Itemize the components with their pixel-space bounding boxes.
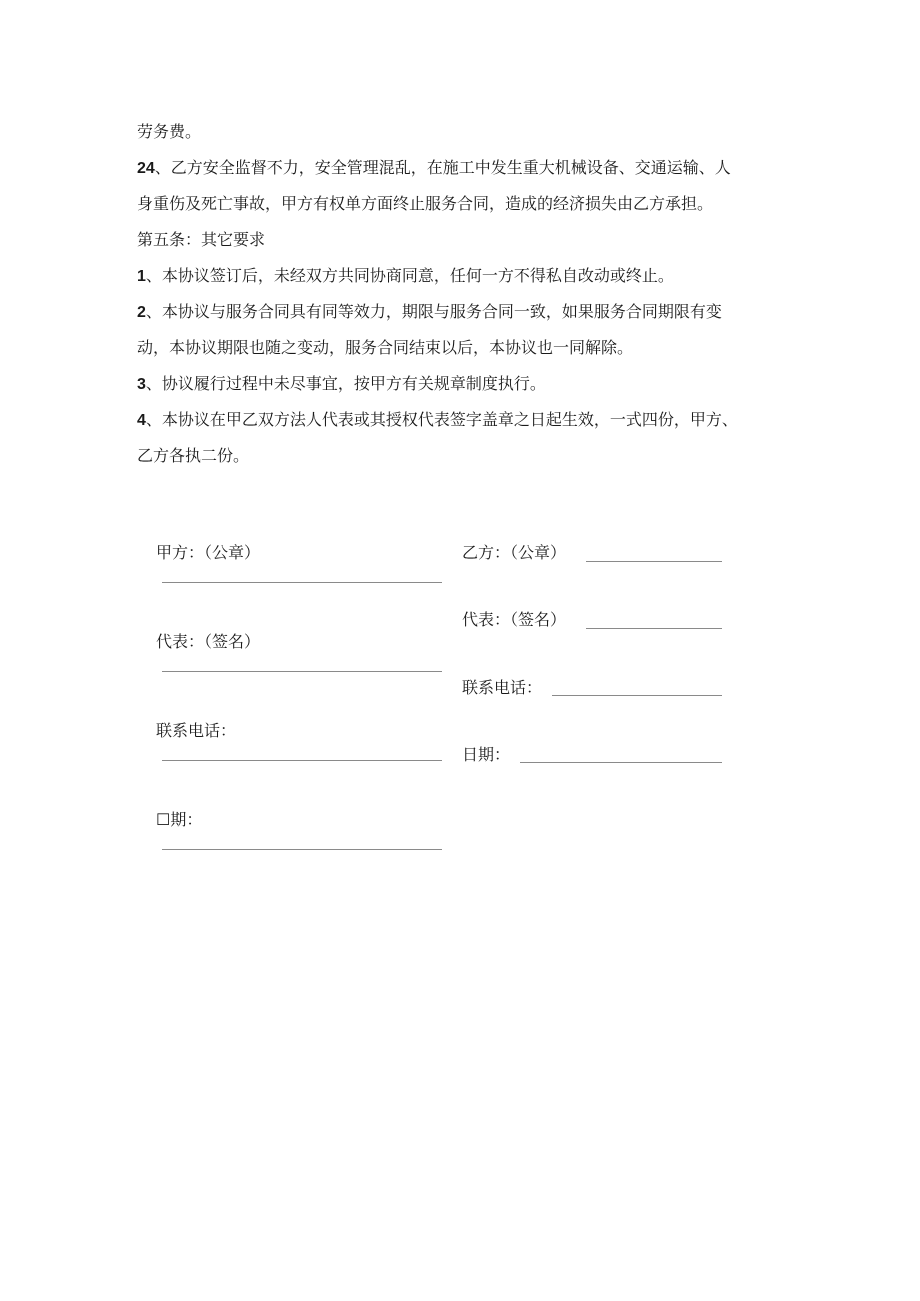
party-a-seal-line[interactable] (162, 582, 442, 583)
clause-4-line-2: 乙方各执二份。 (137, 446, 250, 465)
party-b-date-label: 日期： (462, 745, 511, 764)
party-b-phone-line[interactable] (552, 695, 722, 696)
party-b-phone-label: 联系电话： (462, 678, 543, 697)
party-a-seal-label: 甲方：（公章） (156, 543, 261, 562)
clause-4-line-1: 4、本协议在甲乙双方法人代表或其授权代表签字盖章之日起生效，一式四份，甲方、 (137, 410, 738, 429)
party-b-rep-line[interactable] (586, 628, 722, 629)
party-b-seal-line[interactable] (586, 561, 722, 562)
paragraph-line: 劳务费。 (137, 122, 202, 141)
article-5-heading: 第五条：其它要求 (137, 230, 266, 249)
agreement-body (137, 114, 787, 474)
party-a-date-line[interactable] (162, 849, 442, 850)
clause-1: 1、本协议签订后，未经双方共同协商同意，任何一方不得私自改动或终止。 (137, 266, 674, 285)
clause-2-line-2: 动，本协议期限也随之变动，服务合同结束以后，本协议也一同解除。 (137, 338, 634, 357)
party-a-phone-label: 联系电话： (156, 721, 237, 740)
party-b-rep-label: 代表：（签名） (462, 610, 567, 629)
party-a-rep-label: 代表：（签名） (156, 632, 261, 651)
party-b-date-line[interactable] (520, 762, 722, 763)
party-b-seal-label: 乙方：（公章） (462, 543, 567, 562)
party-a-rep-line[interactable] (162, 671, 442, 672)
clause-2-line-1: 2、本协议与服务合同具有同等效力，期限与服务合同一致，如果服务合同期限有变 (137, 302, 722, 321)
party-a-date-label: ☐期： (156, 810, 203, 829)
clause-3: 3、协议履行过程中未尽事宜，按甲方有关规章制度执行。 (137, 374, 546, 393)
clause-24-line-2: 身重伤及死亡事故，甲方有权单方面终止服务合同，造成的经济损失由乙方承担。 (137, 194, 714, 213)
party-a-phone-line[interactable] (162, 760, 442, 761)
clause-24-line-1: 24、乙方安全监督不力，安全管理混乱，在施工中发生重大机械设备、交通运输、人 (137, 158, 731, 177)
